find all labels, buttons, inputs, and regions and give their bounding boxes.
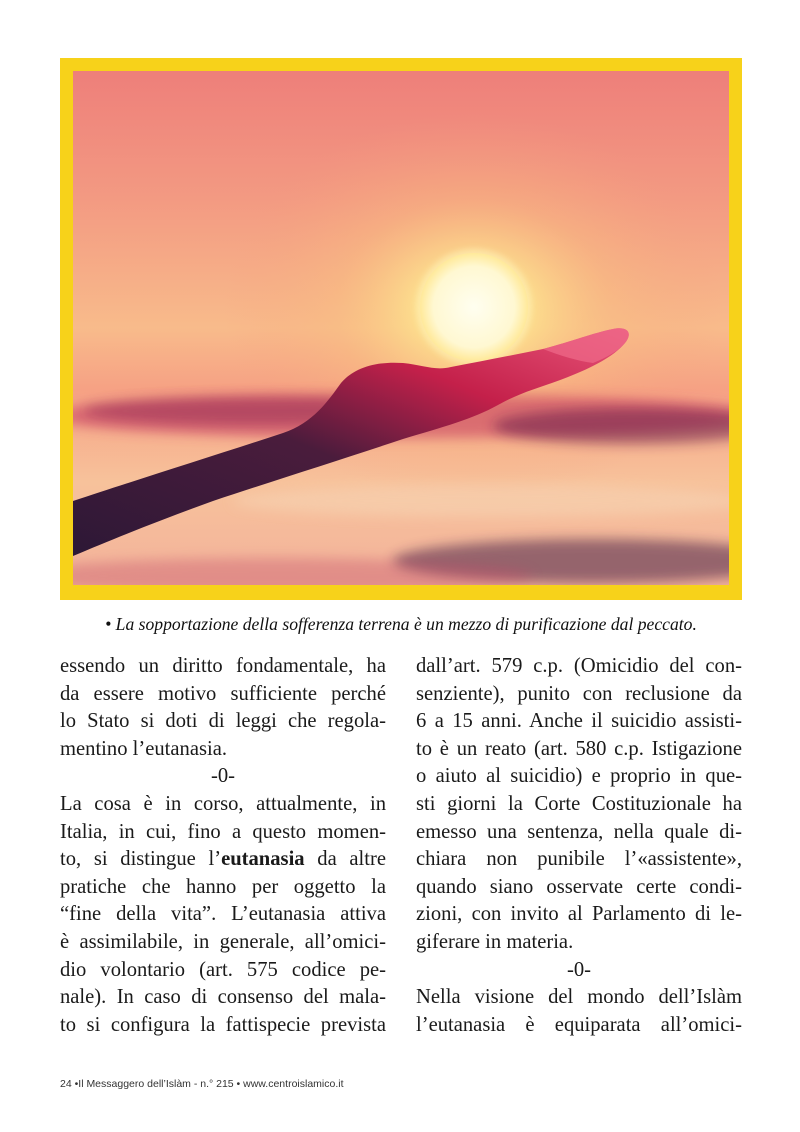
text-line — [60, 874, 386, 902]
text-line — [416, 791, 742, 819]
text-line — [60, 1012, 386, 1040]
text-run: da essere motivo sufficiente perché — [60, 682, 386, 705]
text-run: La cosa è in corso, attualmente, in — [60, 792, 386, 815]
text-line — [416, 1012, 742, 1040]
text-run: senziente), punito con reclusione da — [416, 682, 742, 705]
text-line — [416, 708, 742, 736]
text-column-left — [60, 653, 386, 1039]
text-run: quando siano osservate certe condi- — [416, 875, 742, 898]
text-run: to è un reato (art. 580 c.p. Istigazione — [416, 737, 742, 760]
text-run: nale). In caso di consenso del mala- — [60, 986, 386, 1009]
text-line — [60, 957, 386, 985]
text-run: Italia, in cui, fino a questo momen- — [60, 820, 386, 843]
text-run: to, si distingue l’ — [60, 848, 222, 871]
text-line — [416, 984, 742, 1012]
text-run: o aiuto al suicidio) e proprio in que- — [416, 765, 742, 788]
text-line — [60, 681, 386, 709]
text-run: è assimilabile, in generale, all’omici- — [60, 930, 386, 953]
text-run: giferare in materia. — [416, 930, 574, 953]
text-run: mentino l’eutanasia. — [60, 737, 227, 760]
text-run: “fine della vita”. L’eutanasia attiva — [60, 903, 386, 926]
photo-frame — [60, 58, 742, 600]
text-line — [416, 846, 742, 874]
text-run: sti giorni la Corte Costituzionale ha — [416, 792, 742, 815]
figure-caption: • La sopportazione della sofferenza terrena è un mezzo di purificazione dal peccato. — [105, 614, 697, 634]
text-line — [60, 819, 386, 847]
section-separator — [416, 957, 742, 985]
text-run: pratiche che hanno per oggetto la — [60, 875, 386, 898]
text-run: Nella visione del mondo dell’Islàm — [416, 986, 742, 1009]
text-run: -0- — [210, 765, 235, 788]
text-run: zioni, con invito al Parlamento di le- — [416, 903, 742, 926]
bold-term: eutanasia — [221, 848, 305, 871]
text-run: chiara non punibile l’«assistente», — [416, 848, 742, 871]
text-line — [60, 929, 386, 957]
text-run: dio volontario (art. 575 codice pe- — [60, 958, 386, 981]
text-line — [416, 874, 742, 902]
text-line — [416, 901, 742, 929]
page-footer: 24 •Il Messaggero dell’Islàm - n.° 215 • www.centroislamico.it — [60, 1078, 344, 1090]
text-line — [60, 791, 386, 819]
text-run: essendo un diritto fondamentale, ha — [60, 655, 386, 677]
text-line — [60, 901, 386, 929]
text-run: emesso una sentenza, nella quale di- — [416, 820, 742, 843]
text-line — [60, 846, 386, 874]
text-line — [416, 819, 742, 847]
text-line — [60, 653, 386, 681]
text-line — [60, 708, 386, 736]
sunset-hand-photo — [73, 71, 729, 585]
text-run: -0- — [566, 958, 591, 981]
text-line — [416, 736, 742, 764]
text-line — [416, 681, 742, 709]
text-line — [60, 736, 386, 764]
text-line — [416, 653, 742, 681]
text-run: dall’art. 579 c.p. (Omicidio del con- — [416, 655, 742, 677]
text-run: 6 a 15 anni. Anche il suicidio assisti- — [416, 710, 742, 733]
text-line — [60, 984, 386, 1012]
text-run: l’eutanasia è equiparata all’omici- — [416, 1013, 742, 1036]
text-run: da altre — [304, 848, 387, 871]
text-run: lo Stato si doti di leggi che regola- — [60, 710, 386, 733]
section-separator — [60, 763, 386, 791]
text-line — [416, 763, 742, 791]
text-run: to si configura la fattispecie prevista — [60, 1013, 386, 1036]
text-line — [416, 929, 742, 957]
text-column-right — [416, 653, 742, 1039]
